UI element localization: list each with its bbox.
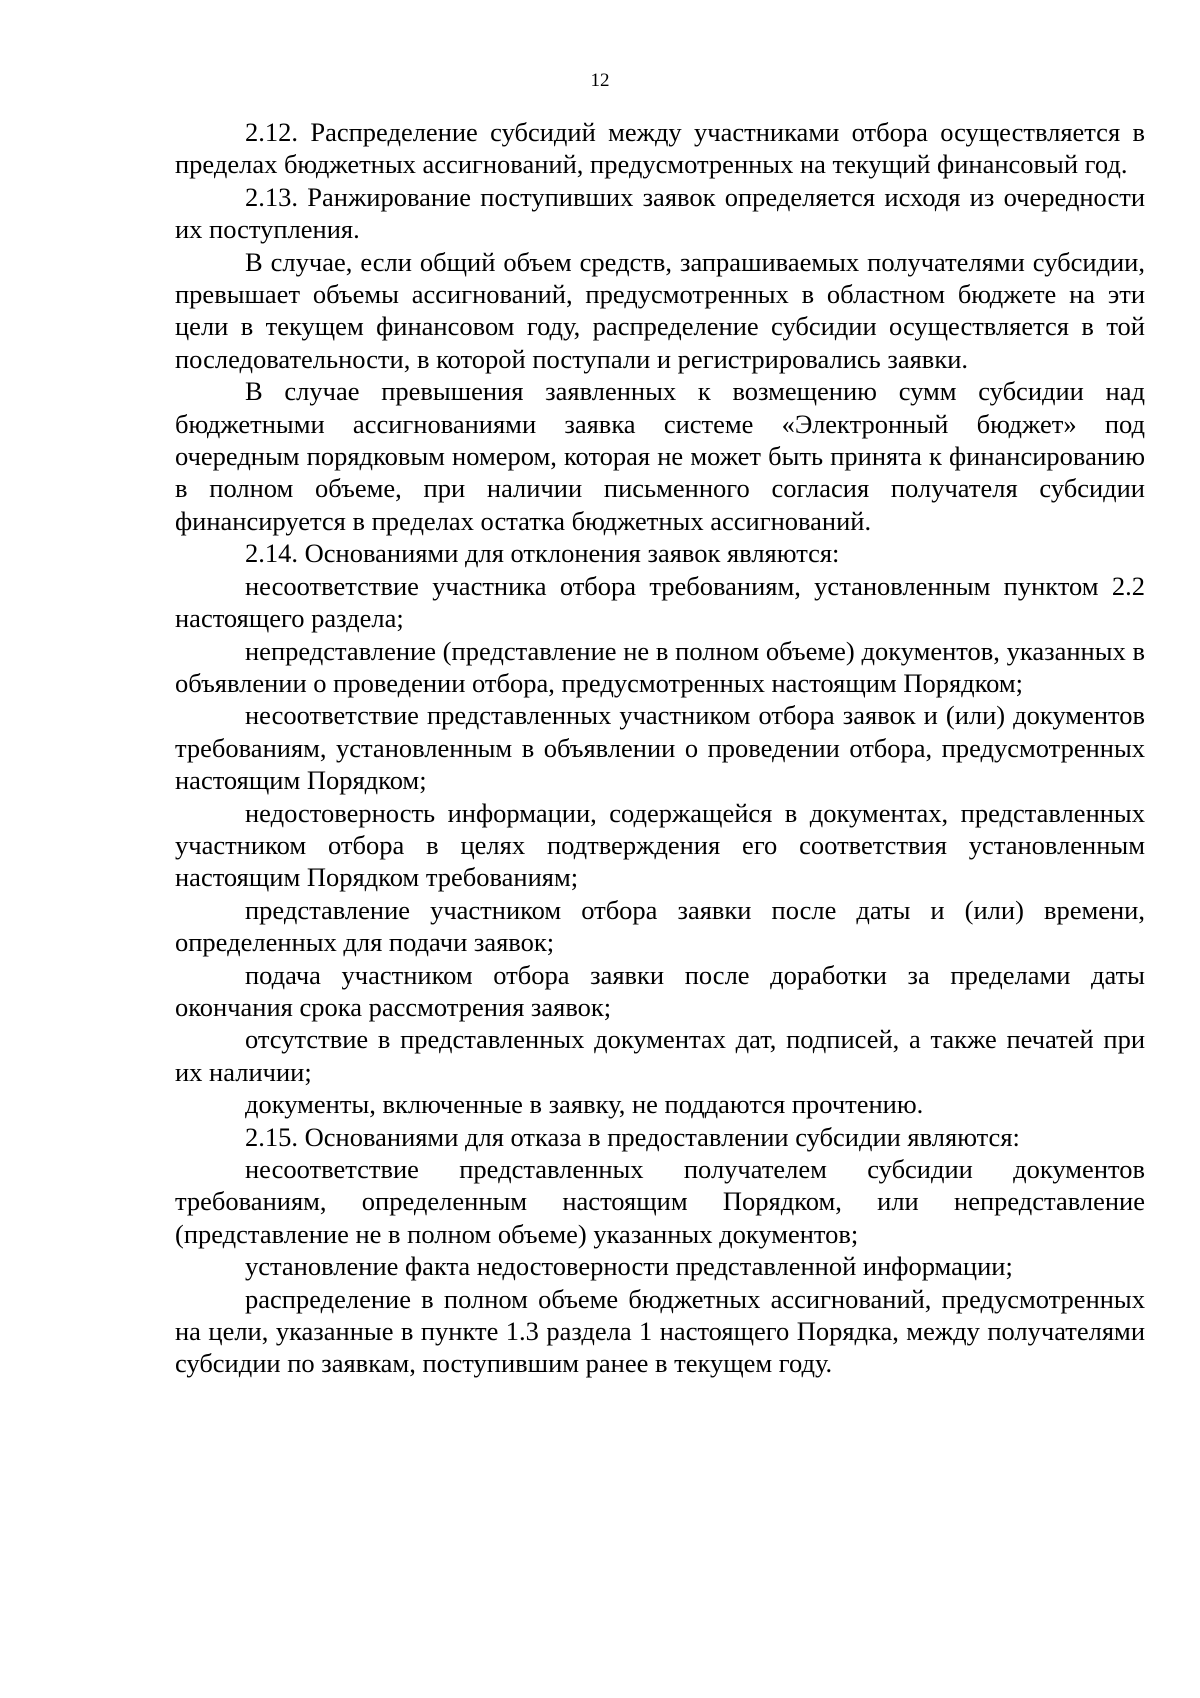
list-item-refusal-3: распределение в полном объеме бюджетных ассигнований, предусмотренных на цели, указанные в пункте 1.3 раздела 1 настоящего Порядка, между получателями субсидии по заявкам, поступившим ранее в текущем году. — [175, 1283, 1145, 1379]
list-item-rejection-6: подача участником отбора заявки после доработки за пределами даты окончания срока рассмотрения заявок; — [175, 959, 1145, 1022]
list-item-refusal-1: несоответствие представленных получателем субсидии документов требованиям, определенным настоящим Порядком, или непредставление (представление не в полном объеме) указанных документов; — [175, 1154, 1145, 1249]
list-item-rejection-2: непредставление (представление не в полном объеме) документов, указанных в объявлении о проведении отбора, предусмотренных настоящим Порядком; — [175, 635, 1145, 698]
list-item-rejection-3: несоответствие представленных участником отбора заявок и (или) документов требованиям, установленным в объявлении о проведении отбора, предусмотренных настоящим Порядком; — [175, 700, 1145, 796]
list-item-refusal-2: установление факта недостоверности представленной информации; — [245, 1251, 1013, 1282]
list-item-rejection-5: представление участником отбора заявки после даты и (или) времени, определенных для подачи заявок; — [175, 894, 1145, 958]
list-item-rejection-4: недостоверность информации, содержащейся в документах, представленных участником отбора в целях подтверждения его соответствия установленным настоящим Порядком требованиям; — [175, 797, 1145, 893]
paragraph-2-13: 2.13. Ранжирование поступивших заявок определяется исходя из очередности их поступления. — [175, 181, 1145, 245]
paragraph-2-14: 2.14. Основаниями для отклонения заявок являются: — [245, 538, 840, 569]
page-number: 12 — [590, 70, 610, 91]
paragraph-funds-exceed: В случае, если общий объем средств, запрашиваемых получателями субсидии, превышает объемы ассигнований, предусмотренных в областном бюджете на эти цели в текущем финансовом году, распределение субсидии осуществляется в той последовательности, в которой поступали и регистрировались заявки. — [175, 246, 1145, 374]
list-item-rejection-8: документы, включенные в заявку, не поддаются прочтению. — [245, 1089, 924, 1120]
list-item-rejection-1: несоответствие участника отбора требованиям, установленным пунктом 2.2 настоящего раздела; — [175, 570, 1145, 634]
list-item-rejection-7: отсутствие в представленных документах дат, подписей, а также печатей при их наличии; — [175, 1024, 1145, 1087]
paragraph-claims-exceed: В случае превышения заявленных к возмещению сумм субсидии над бюджетными ассигнованиями заявка системе «Электронный бюджет» под очередным порядковым номером, которая не может быть принята к финансированию в полном объеме, при наличии письменного согласия получателя субсидии финансируется в пределах остатка бюджетных ассигнований. — [175, 376, 1145, 536]
paragraph-2-12: 2.12. Распределение субсидий между участниками отбора осуществляется в пределах бюджетных ассигнований, предусмотренных на текущий финансовый год. — [175, 117, 1145, 180]
document-body — [175, 116, 1145, 1380]
paragraph-2-15: 2.15. Основаниями для отказа в предоставлении субсидии являются: — [245, 1121, 1020, 1152]
